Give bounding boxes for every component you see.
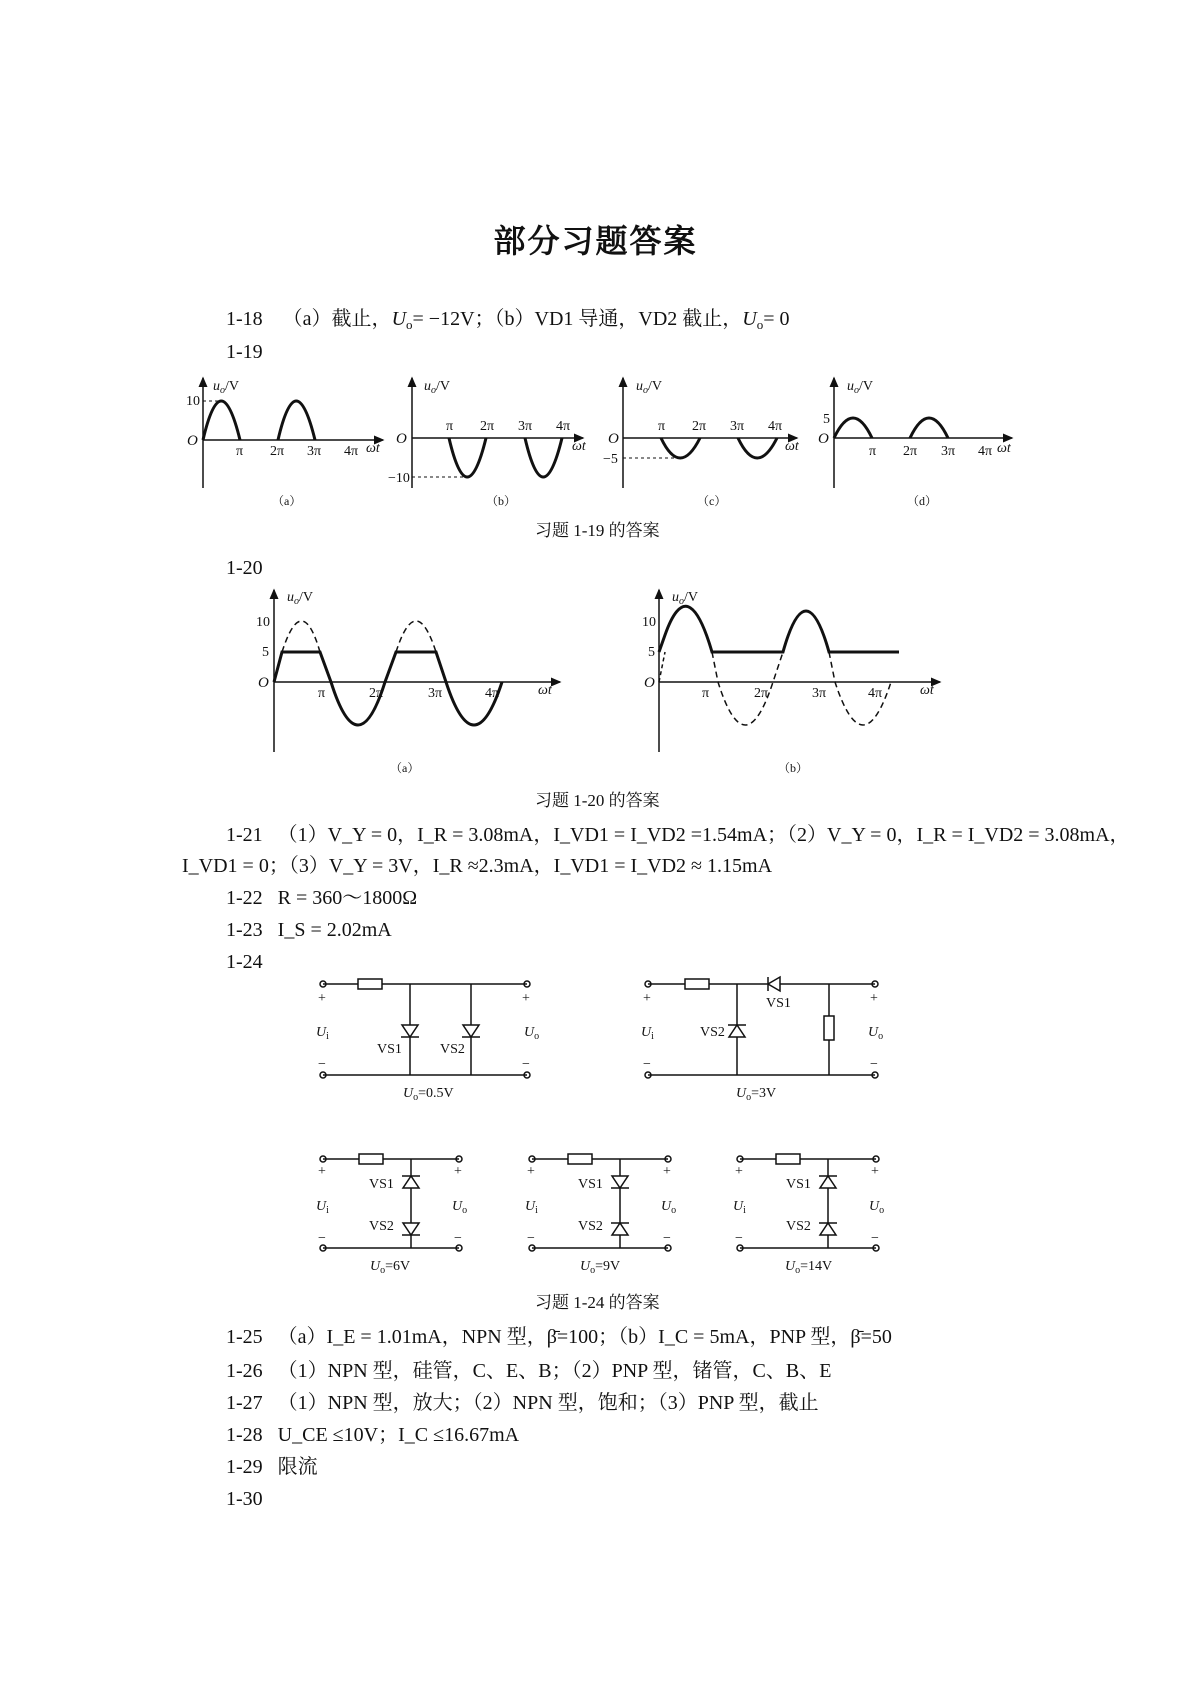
plus-terminal: + bbox=[318, 991, 326, 1006]
answer-text: I_S = 2.02mA bbox=[277, 919, 392, 941]
subfigure-label: （c） bbox=[697, 494, 727, 508]
minus-terminal: − bbox=[318, 1057, 326, 1072]
tick-label: 4π bbox=[978, 444, 993, 459]
subfigure-label: （a） bbox=[390, 761, 420, 775]
y-tick-label: 5 bbox=[648, 645, 655, 660]
output-label: $U_o$ bbox=[868, 1025, 884, 1042]
answer-1-25 bbox=[226, 1325, 892, 1349]
answer-part-a: （a）截止， bbox=[282, 308, 392, 330]
vs1-label: VS1 bbox=[766, 996, 791, 1011]
tick-label: 3π bbox=[941, 444, 956, 459]
output-label: $U_o$ bbox=[869, 1199, 885, 1216]
tick-label: 4π bbox=[556, 419, 571, 434]
vs1-label: VS1 bbox=[786, 1177, 811, 1192]
vs2-label: VS2 bbox=[786, 1219, 811, 1234]
tick-label: 4π bbox=[868, 686, 883, 701]
symbol-u: U bbox=[742, 308, 757, 330]
question-number: 1-28 bbox=[226, 1424, 263, 1446]
tick-label: π bbox=[658, 419, 666, 434]
result-label: $U_o=14V$ bbox=[785, 1259, 833, 1276]
answer-1-28 bbox=[226, 1423, 519, 1447]
tick-label: 4π bbox=[485, 686, 500, 701]
minus-terminal: − bbox=[871, 1231, 879, 1246]
y-tick-label: 10 bbox=[642, 615, 656, 630]
symbol-u: U bbox=[391, 308, 407, 330]
circuit-uo-3v bbox=[645, 977, 878, 1078]
y-axis-label: $u_o/V$ bbox=[672, 590, 698, 607]
output-label: $U_o$ bbox=[524, 1025, 540, 1042]
plus-terminal: + bbox=[527, 1164, 535, 1179]
symbol-sub: o bbox=[756, 317, 764, 332]
tick-label: π bbox=[318, 686, 326, 701]
answer-1-27 bbox=[226, 1391, 819, 1415]
answer-text: （1）NPN 型，放大；（2）NPN 型，饱和；（3）PNP 型，截止 bbox=[277, 1392, 819, 1414]
figure-caption-1-20: 习题 1-20 的答案 bbox=[535, 791, 660, 810]
result-label: $U_o=3V$ bbox=[736, 1086, 777, 1103]
x-axis-label: ωt bbox=[366, 441, 380, 456]
level-label: −10 bbox=[388, 471, 410, 486]
y-axis-label: $u_o/V$ bbox=[636, 379, 662, 396]
plus-terminal: + bbox=[735, 1164, 743, 1179]
answer-value-a: = −12V；（b）VD1 导通，VD2 截止， bbox=[412, 308, 743, 330]
tick-label: 3π bbox=[307, 444, 322, 459]
y-axis-label: $u_o/V$ bbox=[847, 379, 873, 396]
tick-label: 2π bbox=[692, 419, 707, 434]
answer-text: 限流 bbox=[277, 1456, 318, 1478]
vs2-label: VS2 bbox=[578, 1219, 603, 1234]
tick-label: 3π bbox=[812, 686, 827, 701]
minus-terminal: − bbox=[735, 1231, 743, 1246]
origin-label: O bbox=[818, 431, 829, 447]
input-label: $U_i$ bbox=[316, 1199, 329, 1216]
subfigure-label: （d） bbox=[907, 494, 938, 508]
plus-terminal: + bbox=[522, 991, 530, 1006]
plus-terminal: + bbox=[318, 1164, 326, 1179]
x-axis-label: ωt bbox=[538, 683, 552, 698]
plus-terminal: + bbox=[663, 1164, 671, 1179]
answer-value-b: = 0 bbox=[763, 308, 790, 330]
question-1-20-number: 1-20 bbox=[226, 557, 263, 579]
answer-text: （a）I_E = 1.01mA，NPN 型，β̄=100；（b）I_C = 5mA，PNP 型，β̄=50 bbox=[277, 1326, 892, 1348]
subfigure-label: （a） bbox=[272, 494, 302, 508]
tick-label: π bbox=[446, 419, 454, 434]
answer-text: U_CE ≤10V；I_C ≤16.67mA bbox=[277, 1424, 520, 1446]
circuit-uo-6v bbox=[320, 1154, 462, 1251]
plus-terminal: + bbox=[871, 1164, 879, 1179]
tick-label: π bbox=[869, 444, 877, 459]
plus-terminal: + bbox=[870, 991, 878, 1006]
answer-text: （1）V_Y = 0，I_R = 3.08mA，I_VD1 = I_VD2 =1.54mA；（2）V_Y = 0，I_R = I_VD2 = 3.08mA， bbox=[277, 824, 1130, 846]
minus-terminal: − bbox=[454, 1231, 462, 1246]
tick-label: 2π bbox=[903, 444, 918, 459]
input-label: $U_i$ bbox=[316, 1025, 329, 1042]
vs2-label: VS2 bbox=[440, 1042, 465, 1057]
question-number: 1-29 bbox=[226, 1456, 263, 1478]
vs1-label: VS1 bbox=[578, 1177, 603, 1192]
level-label: −5 bbox=[603, 452, 618, 467]
vs2-label: VS2 bbox=[700, 1025, 725, 1040]
minus-terminal: − bbox=[870, 1057, 878, 1072]
y-axis-label: $u_o/V$ bbox=[213, 379, 239, 396]
plus-terminal: + bbox=[454, 1164, 462, 1179]
question-number: 1-22 bbox=[226, 887, 263, 909]
origin-label: O bbox=[608, 431, 619, 447]
symbol-sub: o bbox=[406, 317, 413, 332]
plus-terminal: + bbox=[643, 991, 651, 1006]
minus-terminal: − bbox=[527, 1231, 535, 1246]
output-label: $U_o$ bbox=[661, 1199, 677, 1216]
circuit-uo-0.5v bbox=[320, 979, 530, 1078]
tick-label: 2π bbox=[270, 444, 285, 459]
minus-terminal: − bbox=[522, 1057, 530, 1072]
x-axis-label: ωt bbox=[572, 439, 586, 454]
question-number: 1-23 bbox=[226, 919, 263, 941]
result-label: $U_o=6V$ bbox=[370, 1259, 411, 1276]
tick-label: 2π bbox=[369, 686, 384, 701]
y-axis-label: $u_o/V$ bbox=[424, 379, 450, 396]
question-number: 1-25 bbox=[226, 1326, 263, 1348]
tick-label: 3π bbox=[428, 686, 443, 701]
subfigure-label: （b） bbox=[486, 494, 517, 508]
question-1-24-number: 1-24 bbox=[226, 951, 263, 973]
figure-caption-1-19: 习题 1-19 的答案 bbox=[535, 521, 660, 540]
output-label: $U_o$ bbox=[452, 1199, 468, 1216]
tick-label: π bbox=[236, 444, 244, 459]
page-title: 部分习题答案 bbox=[493, 222, 698, 260]
answer-text: （1）NPN 型，硅管，C、E、B；（2）PNP 型，锗管，C、B、E bbox=[277, 1360, 832, 1382]
tick-label: 2π bbox=[754, 686, 769, 701]
origin-label: O bbox=[258, 675, 269, 691]
question-1-19-number: 1-19 bbox=[226, 341, 263, 363]
tick-label: 4π bbox=[344, 444, 359, 459]
minus-terminal: − bbox=[318, 1231, 326, 1246]
result-label: $U_o=0.5V$ bbox=[403, 1086, 454, 1103]
minus-terminal: − bbox=[663, 1231, 671, 1246]
level-label: 5 bbox=[823, 412, 830, 427]
level-label: 10 bbox=[186, 394, 200, 409]
tick-label: 3π bbox=[518, 419, 533, 434]
subfigure-label: （b） bbox=[778, 761, 809, 775]
question-number: 1-26 bbox=[226, 1360, 263, 1382]
question-number: 1-21 bbox=[226, 824, 263, 846]
tick-label: 2π bbox=[480, 419, 495, 434]
tick-label: 3π bbox=[730, 419, 745, 434]
input-label: $U_i$ bbox=[525, 1199, 538, 1216]
input-label: $U_i$ bbox=[733, 1199, 746, 1216]
question-number: 1-18 bbox=[226, 308, 263, 330]
y-tick-label: 10 bbox=[256, 615, 270, 630]
y-tick-label: 5 bbox=[262, 645, 269, 660]
x-axis-label: ωt bbox=[785, 439, 799, 454]
y-axis-label: $u_o/V$ bbox=[287, 590, 313, 607]
figure-caption-1-24: 习题 1-24 的答案 bbox=[535, 1293, 660, 1312]
vs1-label: VS1 bbox=[369, 1177, 394, 1192]
x-axis-label: ωt bbox=[920, 683, 934, 698]
question-1-30-number: 1-30 bbox=[226, 1488, 263, 1510]
origin-label: O bbox=[396, 431, 407, 447]
x-axis-label: ωt bbox=[997, 441, 1011, 456]
vs1-label: VS1 bbox=[377, 1042, 402, 1057]
input-label: $U_i$ bbox=[641, 1025, 654, 1042]
answer-text: R = 360～1800Ω bbox=[277, 887, 418, 909]
tick-label: π bbox=[702, 686, 710, 701]
vs2-label: VS2 bbox=[369, 1219, 394, 1234]
circuit-uo-9v bbox=[529, 1154, 671, 1251]
tick-label: 4π bbox=[768, 419, 783, 434]
answer-1-21-line2: I_VD1 = 0；（3）V_Y = 3V，I_R ≈2.3mA，I_VD1 = I_VD2 ≈ 1.15mA bbox=[182, 855, 773, 877]
question-number: 1-27 bbox=[226, 1392, 263, 1414]
answer-1-29 bbox=[226, 1455, 318, 1479]
answer-1-26 bbox=[226, 1359, 831, 1383]
origin-label: O bbox=[187, 433, 198, 449]
result-label: $U_o=9V$ bbox=[580, 1259, 621, 1276]
origin-label: O bbox=[644, 675, 655, 691]
circuit-uo-14v bbox=[737, 1154, 879, 1251]
minus-terminal: − bbox=[643, 1057, 651, 1072]
